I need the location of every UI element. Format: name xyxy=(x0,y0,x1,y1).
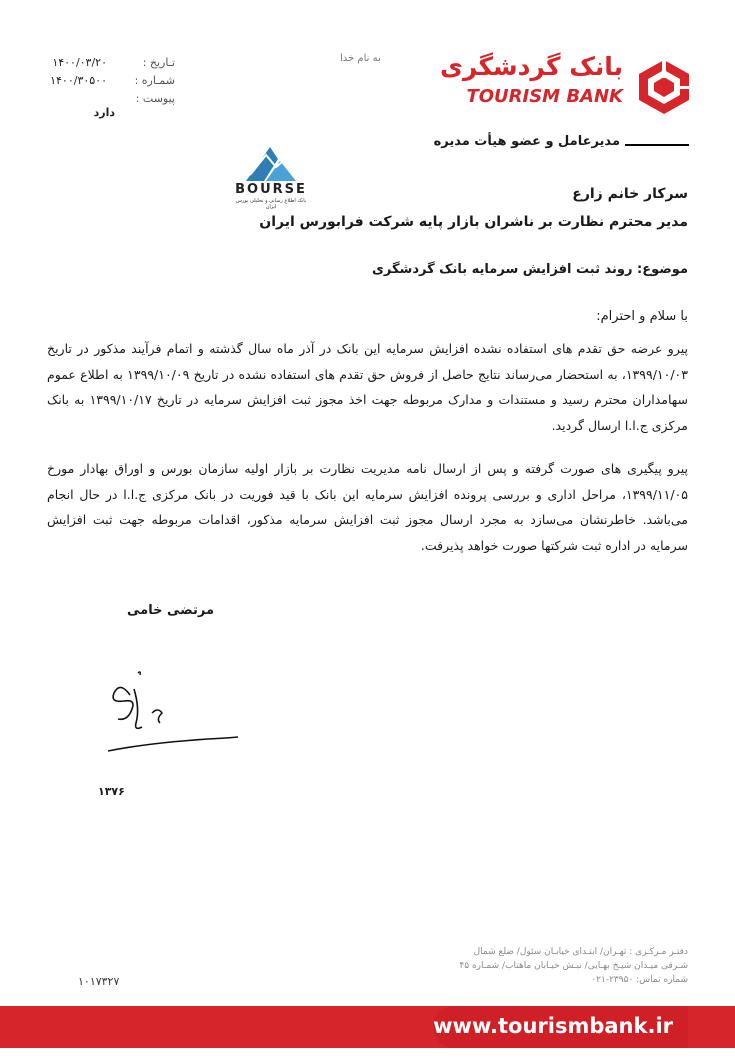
signature-number: ۱۳۷۶ xyxy=(98,785,125,798)
bourse-logo xyxy=(226,145,316,211)
letter-meta xyxy=(50,56,175,118)
number-row xyxy=(50,74,175,92)
letter-subject: موضوع: روند ثبت افزایش سرمایه بانک گردشگری xyxy=(371,262,688,277)
position-title: مدیرعامل و عضو هیأت مدیره xyxy=(433,134,620,149)
website-link[interactable]: www.tourismbank.ir xyxy=(433,1014,673,1038)
attachment-value-row xyxy=(50,106,175,124)
body-paragraph-2: پیرو پیگیری های صورت گرفته و پس از ارسال نامه مدیریت نظارت بر بازار اولیه سازمان بورس و اوراق بهادار مورخ ۱۳۹۹/۱۱/۰۵، مراحل اداری و بررسی پرونده افزایش سرمایه این بانک با قید فوریت در بانک مرکزی ج.ا.ا در حال انجام می‌باشد. خاطرنشان می‌سازد به مجرد ارسال مجوز ثبت افزایش سرمایه مذکور، اقدامات مربوطه جهت ثبت افزایش سرمایه در اداره ثبت شرکتها صورت خواهد پذیرفت. xyxy=(47,461,688,553)
address-line-1: دفتـر مـرکـزی : تهـران/ ابتـدای خیابـان سئول/ ضلع شمال xyxy=(473,947,688,957)
bank-name-fa: بانک گردشگری xyxy=(440,52,623,81)
bourse-name: BOURSE xyxy=(235,182,307,197)
bourse-emblem-icon xyxy=(226,145,316,183)
bank-emblem-icon xyxy=(635,58,693,116)
handwritten-signature xyxy=(100,665,240,765)
date-label: تـاریخ : xyxy=(142,56,175,69)
date-value: ۱۴۰۰/۰۳/۲۰ xyxy=(52,56,107,69)
title-rule xyxy=(625,144,689,146)
greeting: با سلام و احترام: xyxy=(596,309,688,324)
recipient-title: مدیر محترم نظارت بر ناشران بازار پایه شرکت فرابورس ایران xyxy=(259,214,688,230)
bourse-subtitle: بانک اطلاع رسانی و تحلیلی بورس ایران xyxy=(235,198,307,210)
basmala: به نام خدا xyxy=(340,53,381,64)
number-value: ۱۴۰۰/۳۰۵۰۰ xyxy=(50,74,107,87)
attachment-label: پیوست : xyxy=(135,92,175,105)
body-paragraph-1: پیرو عرضه حق تقدم های استفاده نشده افزایش سرمایه این بانک در آذر ماه سال گذشته و اتمام فرآیند مذکور در تاریخ ۱۳۹۹/۱۰/۰۳، به استحضار می‌رساند نتایج حاصل از فروش حق تقدم های استفاده نشده در تاریخ ۱۳۹۹/۱۰/۰۹ به اطلاع عموم سهامداران محترم رسید و مستندات و مدارک مربوطه جهت اخذ مجوز ثبت افزایش سرمایه در تاریخ ۱۳۹۹/۱۰/۱۷ به بانک مرکزی ج.ا.ا ارسال گردید. xyxy=(47,341,688,433)
tourism-bank-logo xyxy=(440,52,693,116)
signer-name: مرتضی خامی xyxy=(127,603,214,618)
document-code: ۱۰۱۷۳۲۷ xyxy=(78,975,120,988)
attachment-value: دارد xyxy=(93,106,115,119)
recipient-name: سرکار خانم زارع xyxy=(572,186,688,202)
date-row xyxy=(50,56,175,74)
head-office-address xyxy=(418,945,688,987)
number-label: شمـاره : xyxy=(134,74,175,87)
address-line-2: شـرقی میـدان شیـخ بهـایی/ نبـش خیـابان ماهتاب/ شمـاره ۴۵ xyxy=(459,961,688,971)
address-line-3: شماره تماس: ۲۳۹۵۰-۰۲۱ xyxy=(591,975,688,985)
bank-name-en: TOURISM BANK xyxy=(466,86,623,107)
